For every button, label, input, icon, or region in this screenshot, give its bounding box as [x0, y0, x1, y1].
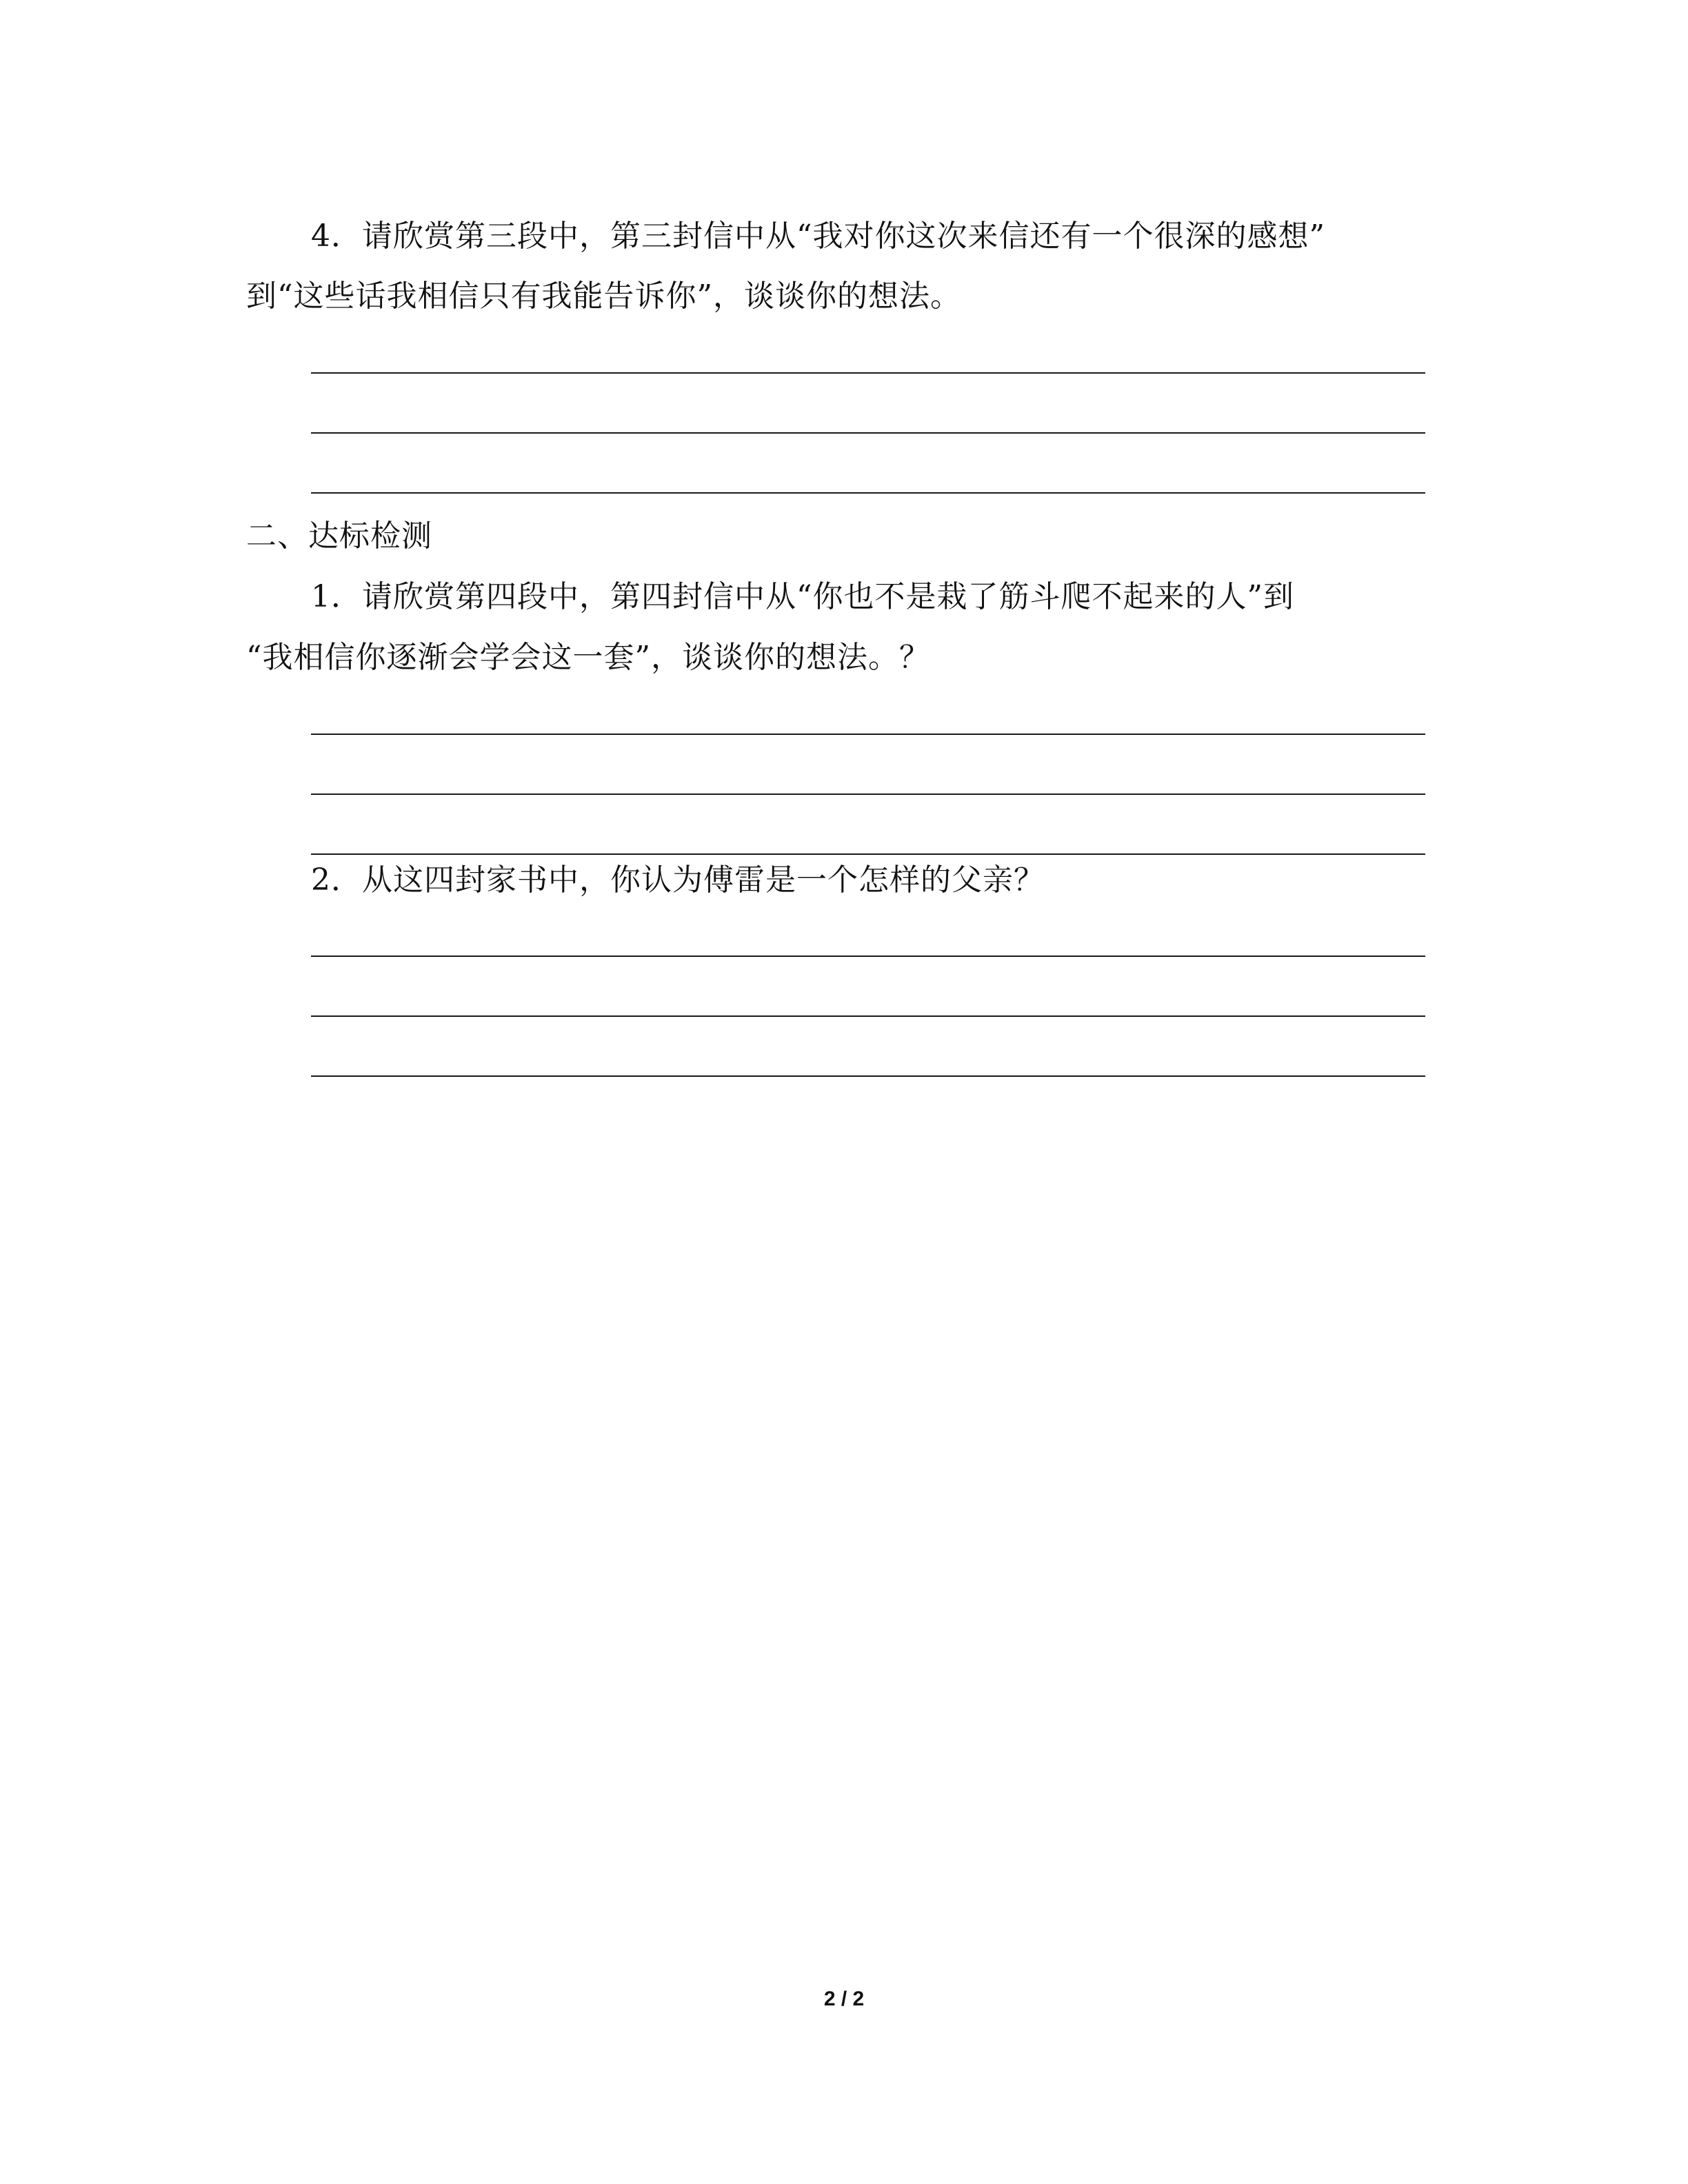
answer-line [311, 853, 1425, 855]
answer-line [311, 1015, 1425, 1017]
section-2-question-2-line-1: 2．从这四封家书中，你认为傅雷是一个怎样的父亲？ [311, 862, 1045, 898]
section-2-question-1-line-2: “我相信你逐渐会学会这一套”，谈谈你的想法。？ [246, 640, 930, 675]
question-4-line-1: 4．请欣赏第三段中，第三封信中从“我对你这次来信还有一个很深的感想” [311, 219, 1325, 254]
answer-line [311, 734, 1425, 735]
answer-line [311, 492, 1425, 494]
page-number: 2 / 2 [823, 1988, 865, 2010]
section-heading: 二、达标检测 [246, 518, 432, 554]
answer-line [311, 793, 1425, 795]
answer-line [311, 1075, 1425, 1077]
section-2-question-1-line-1: 1．请欣赏第四段中，第四封信中从“你也不是栽了筋斗爬不起来的人”到 [311, 579, 1294, 614]
answer-line [311, 956, 1425, 957]
question-4-line-2: 到“这些话我相信只有我能告诉你”，谈谈你的想法。 [246, 279, 961, 314]
answer-line [311, 372, 1425, 374]
answer-line [311, 432, 1425, 434]
